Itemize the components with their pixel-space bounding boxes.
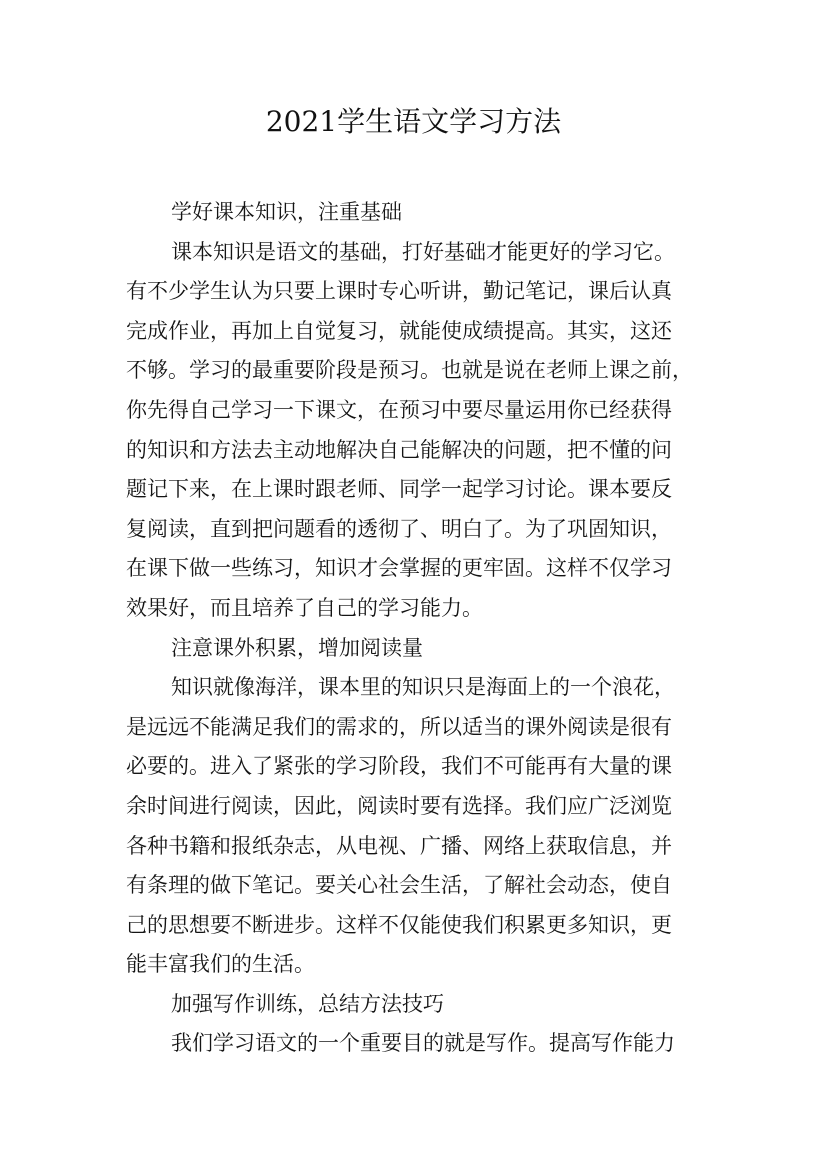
section-heading-writing: 加强写作训练，总结方法技巧 [171,991,444,1016]
paragraph-line: 有不少学生认为只要上课时专心听讲，勤记笔记，课后认真 [126,279,672,304]
paragraph-line: 课本知识是语文的基础，打好基础才能更好的学习它。 [171,239,675,264]
paragraph-line: 知识就像海洋，课本里的知识只是海面上的一个浪花， [171,675,675,700]
paragraph-line: 的知识和方法去主动地解决自己能解决的问题，把不懂的问 [126,437,672,462]
paragraph-line: 你先得自己学习一下课文，在预习中要尽量运用你已经获得 [126,397,672,422]
paragraph-line: 题记下来，在上课时跟老师、同学一起学习讨论。课本要反 [126,477,672,502]
paragraph-line: 各种书籍和报纸杂志，从电视、广播、网络上获取信息，并 [126,833,672,858]
paragraph-line: 不够。学习的最重要阶段是预习。也就是说在老师上课之前， [126,358,693,383]
paragraph-line: 我们学习语文的一个重要目的就是写作。提高写作能力 [171,1031,675,1056]
paragraph-line: 在课下做一些练习，知识才会掌握的更牢固。这样不仅学习 [126,556,672,581]
paragraph-line: 能丰富我们的生活。 [126,952,315,977]
paragraph-line: 余时间进行阅读，因此，阅读时要有选择。我们应广泛浏览 [126,793,672,818]
paragraph-line: 是远远不能满足我们的需求的，所以适当的课外阅读是很有 [126,714,672,739]
document-body [126,193,708,1064]
section-heading-reading: 注意课外积累，增加阅读量 [171,635,423,660]
paragraph-line: 己的思想要不断进步。这样不仅能使我们积累更多知识，更 [126,912,672,937]
paragraph-line: 有条理的做下笔记。要关心社会生活，了解社会动态，使自 [126,873,672,898]
paragraph-line: 必要的。进入了紧张的学习阶段，我们不可能再有大量的课 [126,754,672,779]
paragraph-line: 效果好，而且培养了自己的学习能力。 [126,595,483,620]
document-title: 2021学生语文学习方法 [265,105,562,138]
paragraph-line: 完成作业，再加上自觉复习，就能使成绩提高。其实，这还 [126,318,672,343]
paragraph-line: 复阅读，直到把问题看的透彻了、明白了。为了巩固知识， [126,516,672,541]
section-heading-basics: 学好课本知识，注重基础 [171,200,402,224]
